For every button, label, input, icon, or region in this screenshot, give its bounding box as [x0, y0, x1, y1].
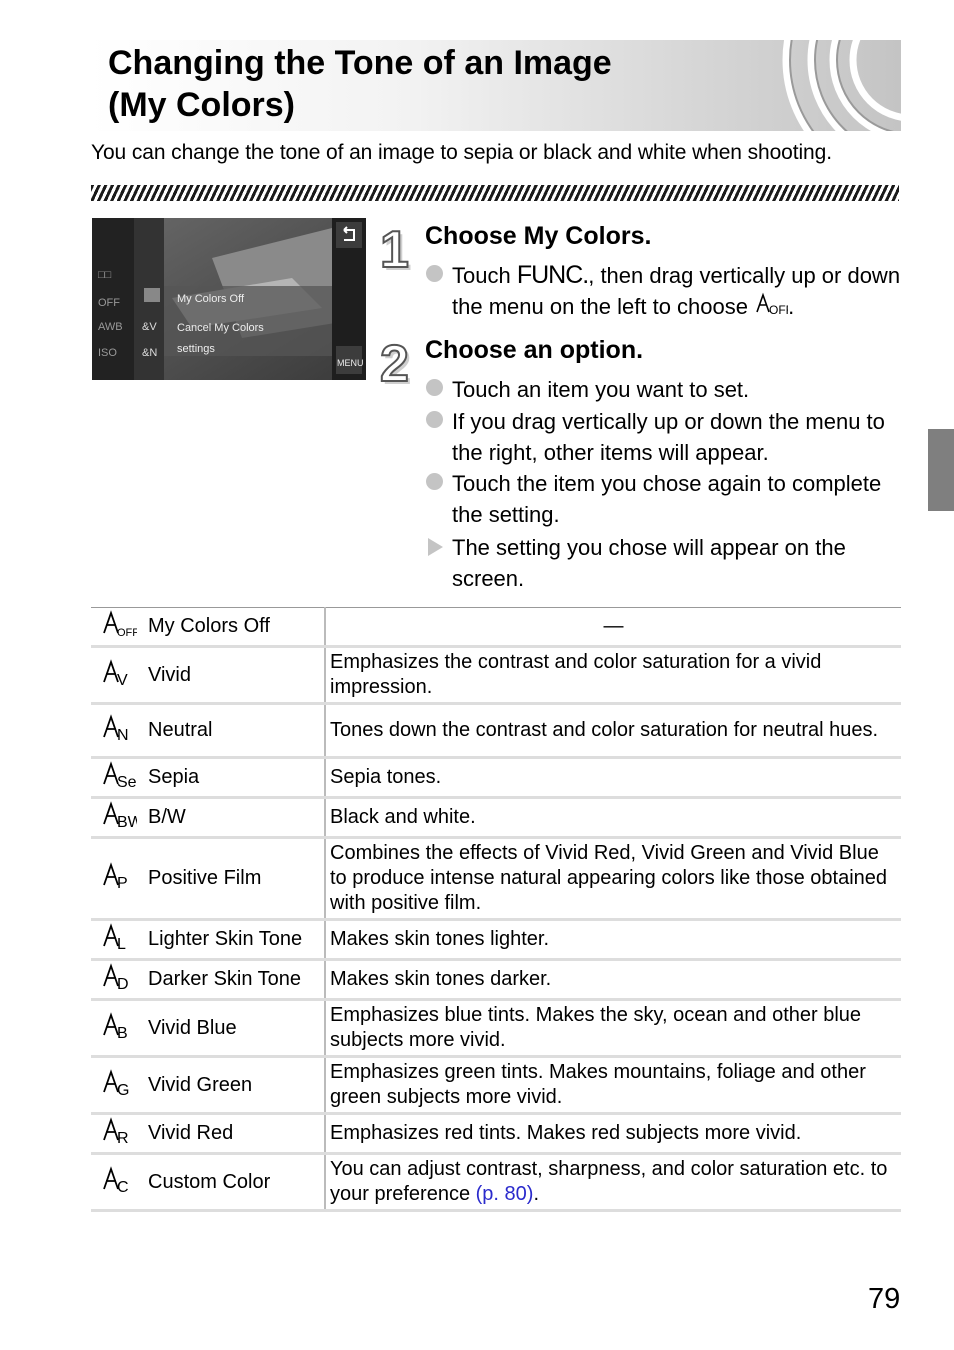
step-2-bullet-1: Touch an item you want to set. [426, 374, 901, 405]
svg-text:N: N [117, 727, 129, 742]
result-arrow-icon [428, 538, 443, 556]
camera-screen-image [92, 218, 366, 380]
table-row [91, 608, 901, 647]
mode-name: Vivid Blue [145, 1000, 325, 1057]
svg-text:OFF: OF [769, 303, 786, 317]
func-button-label: FUNC. [516, 261, 589, 289]
table-row [91, 647, 901, 704]
svg-text:&V: &V [142, 321, 157, 333]
my-colors-mode-icon [91, 1114, 145, 1154]
screen-menu-button: MENU [337, 358, 364, 368]
section-divider [91, 185, 899, 201]
screen-menu-item-off: My Colors Off [177, 293, 245, 305]
my-colors-mode-icon [91, 838, 145, 920]
my-colors-mode-icon [91, 1057, 145, 1114]
my-colors-off-icon [754, 292, 788, 324]
my-colors-mode-icon [91, 608, 145, 647]
bullet-dot-icon [426, 411, 443, 428]
mode-description: — [325, 608, 901, 647]
table-row [91, 1114, 901, 1154]
mode-name: Positive Film [145, 838, 325, 920]
mode-name: Sepia [145, 758, 325, 798]
my-colors-mode-icon [91, 1000, 145, 1057]
svg-text:P: P [117, 875, 128, 890]
mode-description: Black and white. [325, 798, 901, 838]
step-1-number: 1 [380, 221, 409, 279]
table-row [91, 704, 901, 758]
mode-description: Makes skin tones lighter. [325, 920, 901, 960]
svg-text:AWB: AWB [98, 321, 123, 333]
mode-description: Emphasizes green tints. Makes mountains, foliage and other green subjects more vivid. [325, 1057, 901, 1114]
mode-description: You can adjust contrast, sharpness, and color saturation etc. to your preference (p. 80). [325, 1154, 901, 1211]
screen-menu-item-cancel: Cancel My Colors [177, 322, 264, 334]
mode-name: My Colors Off [145, 608, 325, 647]
mode-name: Vivid Green [145, 1057, 325, 1114]
table-row [91, 1154, 901, 1211]
title-line-1: Changing the Tone of an Image [108, 44, 612, 82]
mode-description: Emphasizes the contrast and color saturation for a vivid impression. [325, 647, 901, 704]
my-colors-mode-icon [91, 960, 145, 1000]
mode-description: Tones down the contrast and color saturation for neutral hues. [325, 704, 901, 758]
step-2-result: The setting you chose will appear on the screen. [426, 532, 901, 594]
mode-description: Makes skin tones darker. [325, 960, 901, 1000]
svg-text:□□: □□ [98, 269, 112, 281]
my-colors-mode-icon [91, 920, 145, 960]
page-title [108, 42, 612, 126]
svg-text:C: C [117, 1178, 129, 1194]
table-row [91, 960, 901, 1000]
step-2-bullet-3: Touch the item you chose again to complete the setting. [426, 468, 901, 530]
mode-description: Emphasizes red tints. Makes red subjects more vivid. [325, 1114, 901, 1154]
title-line-2: (My Colors) [108, 86, 295, 124]
svg-text:OFF: OFF [98, 297, 120, 309]
intro-text: You can change the tone of an image to sepia or black and white when shooting. [91, 141, 832, 164]
my-colors-table [91, 607, 901, 1212]
my-colors-mode-icon [91, 1154, 145, 1211]
step-1-bullet: Touch FUNC., then drag vertically up or down the menu on the left to choose OF . [426, 260, 901, 324]
svg-text:R: R [117, 1130, 129, 1145]
my-colors-mode-icon [91, 704, 145, 758]
mode-description: Sepia tones. [325, 758, 901, 798]
mode-name: Custom Color [145, 1154, 325, 1211]
mode-name: Vivid [145, 647, 325, 704]
svg-text:&N: &N [142, 347, 158, 359]
step-2-bullet-2: If you drag vertically up or down the menu to the right, other items will appear. [426, 406, 901, 468]
mode-name: Lighter Skin Tone [145, 920, 325, 960]
table-row [91, 758, 901, 798]
bullet-dot-icon [426, 473, 443, 490]
table-row [91, 1000, 901, 1057]
page-number: 79 [868, 1283, 901, 1315]
svg-text:OFF: OFF [117, 627, 137, 638]
svg-text:BW: BW [117, 814, 137, 829]
svg-text:V: V [117, 671, 128, 687]
table-row [91, 798, 901, 838]
svg-text:ISO: ISO [98, 347, 117, 359]
table-row [91, 838, 901, 920]
bullet-dot-icon [426, 379, 443, 396]
chapter-tab [928, 429, 954, 511]
svg-text:Se: Se [117, 774, 137, 789]
step-2-number: 2 [380, 335, 409, 393]
svg-text:D: D [117, 976, 129, 991]
my-colors-mode-icon [91, 647, 145, 704]
mode-name: Vivid Red [145, 1114, 325, 1154]
my-colors-mode-icon [91, 758, 145, 798]
mode-name: Neutral [145, 704, 325, 758]
screen-menu-item-settings: settings [177, 343, 215, 355]
mode-description: Combines the effects of Vivid Red, Vivid Green and Vivid Blue to produce intense natural appearing colors like those obtained with positive film. [325, 838, 901, 920]
my-colors-mode-icon [91, 798, 145, 838]
mode-name: B/W [145, 798, 325, 838]
mode-name: Darker Skin Tone [145, 960, 325, 1000]
camera-scene-illustration [92, 218, 366, 380]
decorative-rings-icon [761, 40, 901, 131]
step-1-title: Choose My Colors. [425, 222, 652, 250]
bullet-dot-icon [426, 265, 443, 282]
page-reference-link[interactable]: (p. 80) [475, 1183, 534, 1205]
svg-text:L: L [117, 936, 126, 951]
svg-text:G: G [117, 1081, 130, 1097]
svg-text:B: B [117, 1024, 128, 1040]
table-row [91, 920, 901, 960]
step-2-title: Choose an option. [425, 336, 644, 364]
mode-description: Emphasizes blue tints. Makes the sky, ocean and other blue subjects more vivid. [325, 1000, 901, 1057]
table-row [91, 1057, 901, 1114]
title-banner [90, 40, 901, 131]
